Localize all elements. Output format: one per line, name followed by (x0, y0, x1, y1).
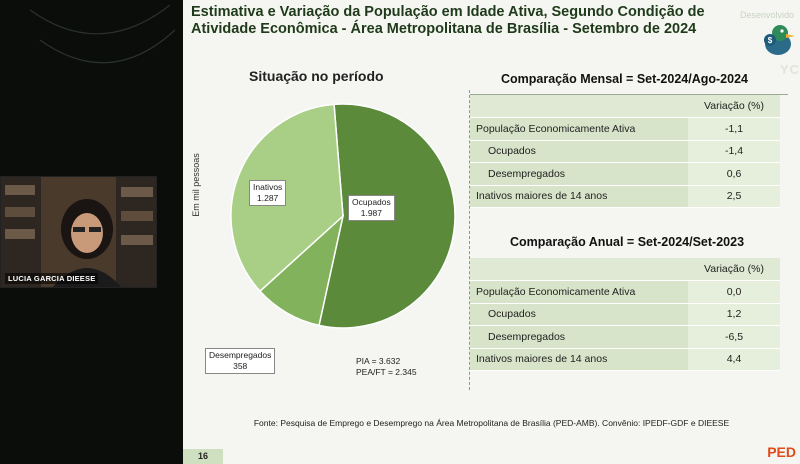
table-cell (470, 258, 688, 281)
table-row-label: População Economicamente Ativa (470, 118, 688, 141)
pie-chart (203, 96, 473, 356)
anual-title: Comparação Anual = Set-2024/Set-2023 (510, 235, 745, 249)
mensal-table (470, 95, 780, 208)
table-row-value: 0,0 (688, 281, 780, 304)
background-swirl (20, 0, 180, 120)
watermark: YC (779, 62, 800, 77)
pie-stats (356, 356, 417, 378)
table-row-value: 4,4 (688, 348, 780, 371)
source-note: Fonte: Pesquisa de Emprego e Desemprego na Área Metropolitana de Brasília (PED-AMB). Convênio: IPEDF-GDF e DIEESE (253, 418, 730, 428)
pia-text: PIA = 3.632 (356, 356, 401, 366)
table-row-value: 1,2 (688, 303, 780, 326)
page-number: 16 (183, 449, 223, 464)
anual-table (470, 258, 780, 371)
table-row (470, 140, 780, 163)
pea-text: PEA/FT = 2.345 (356, 367, 417, 377)
table-row (470, 118, 780, 141)
table-header-row (470, 95, 780, 118)
slide-title: Estimativa e Variação da População em Idade Ativa, Segundo Condição de Atividade Econômica - Área Metropolitana de Brasília - Setembro de 2024 (191, 4, 705, 37)
pie-label-desempregados-name: Desempregados (209, 350, 272, 360)
svg-text:$: $ (767, 36, 773, 45)
presenter-name: LUCIA GARCIA DIEESE (5, 273, 98, 284)
brand-tag: Desenvolvido (739, 10, 794, 20)
presentation-slide (183, 0, 800, 464)
ped-logo (767, 444, 796, 460)
table-header-row (470, 258, 780, 281)
pie-label-ocupados-name: Ocupados (352, 197, 391, 207)
table-row-label: Inativos maiores de 14 anos (470, 348, 688, 371)
table-row-label: População Economicamente Ativa (470, 281, 688, 304)
presenter-video[interactable] (0, 176, 157, 288)
mensal-title: Comparação Mensal = Set-2024/Ago-2024 (501, 72, 748, 86)
table-row-label: Desempregados (470, 326, 688, 349)
pie-label-ocupados-value: 1.987 (360, 208, 383, 218)
table-row (470, 185, 780, 208)
table-row (470, 348, 780, 371)
presenter-avatar (1, 177, 157, 288)
pie-label-inativos-name: Inativos (253, 182, 283, 192)
table-cell (470, 95, 688, 118)
duck-mascot-icon (760, 22, 796, 58)
pie-label-inativos-value: 1.287 (257, 193, 279, 203)
table-row-label: Desempregados (470, 163, 688, 186)
table-row-value: -1,1 (688, 118, 780, 141)
table-row-label: Ocupados (470, 140, 688, 163)
pie-label-ocupados (348, 195, 395, 221)
logo-text: PED (767, 444, 796, 460)
table-row (470, 163, 780, 186)
mensal-header: Variação (%) (688, 95, 780, 118)
table-row-value: 0,6 (688, 163, 780, 186)
pie-label-desempregados-value: 358 (233, 361, 248, 371)
table-row (470, 281, 780, 304)
table-row (470, 326, 780, 349)
table-row-value: -1,4 (688, 140, 780, 163)
pie-label-desempregados (205, 348, 275, 374)
table-row-label: Ocupados (470, 303, 688, 326)
anual-header: Variação (%) (688, 258, 780, 281)
pie-chart-title: Situação no período (249, 68, 384, 84)
pie-label-inativos (249, 180, 286, 206)
table-row-value: -6,5 (688, 326, 780, 349)
table-row-label: Inativos maiores de 14 anos (470, 185, 688, 208)
table-row (470, 303, 780, 326)
pie-ylabel: Em mil pessoas (191, 153, 201, 217)
table-row-value: 2,5 (688, 185, 780, 208)
left-pane (0, 0, 183, 464)
